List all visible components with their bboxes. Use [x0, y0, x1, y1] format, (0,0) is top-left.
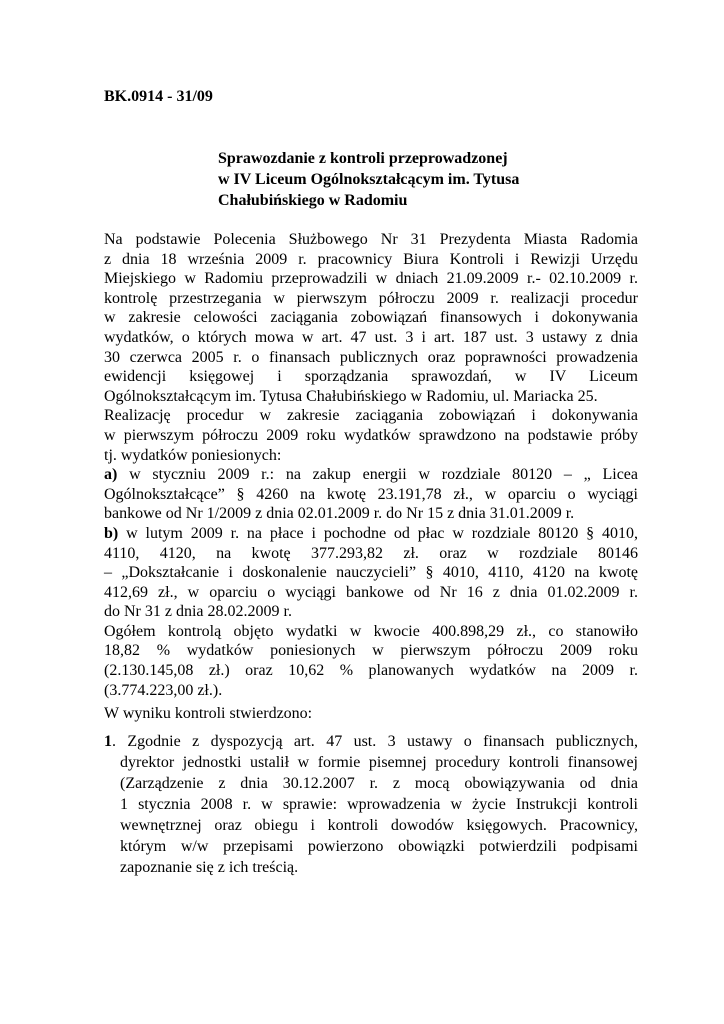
- text-line: do Nr 31 z dnia 28.02.2009 r.: [104, 603, 292, 621]
- title-line-2: w IV Liceum Ogólnokształcącym im. Tytusa: [218, 171, 520, 188]
- text-line: 1 stycznia 2008 r. w sprawie: wprowadzenia w życie Instrukcji kontroli: [120, 796, 638, 813]
- document-body: [104, 230, 638, 700]
- paragraph-total: [104, 622, 638, 700]
- document-title: [218, 148, 519, 211]
- text-line: z dnia 18 września 2009 r. pracownicy Biura Kontroli i Rewizji Urzędu: [104, 250, 638, 268]
- text-line: (3.774.223,00 zł.).: [104, 681, 223, 699]
- text-line: w zakresie celowości zaciągania zobowiązań finansowych i dokonywania: [104, 309, 638, 327]
- document-reference-number: BK.0914 - 31/09: [104, 88, 213, 105]
- text-line: (Zarządzenie z dnia 30.12.2007 r. z mocą obowiązywania od dnia: [120, 775, 638, 792]
- item-b: [104, 524, 638, 622]
- finding-1-line-1: . Zgodnie z dyspozycją art. 47 ust. 3 ustawy o finansach publicznych,: [112, 733, 638, 750]
- text-line: 30 czerwca 2005 r. o finansach publicznych oraz poprawności prowadzenia: [104, 348, 638, 366]
- text-line: wewnętrznej oraz obiegu i kontroli dowodów księgowych. Pracownicy,: [120, 817, 638, 834]
- item-a-marker: a): [104, 466, 118, 484]
- text-line: 18,82 % wydatków poniesionych w pierwszym półroczu 2009 roku: [104, 642, 638, 660]
- title-line-3: Chałubińskiego w Radomiu: [218, 192, 408, 209]
- text-line: bankowe od Nr 1/2009 z dnia 02.01.2009 r. do Nr 15 z dnia 31.01.2009 r.: [104, 505, 575, 523]
- item-a-line-1: w styczniu 2009 r.: na zakup energii w rozdziale 80120 – „ Licea: [129, 466, 638, 484]
- finding-1: [104, 731, 638, 878]
- text-line: 412,69 zł., w oparciu o wyciągi bankowe od Nr 16 z dnia 01.02.2009 r.: [104, 583, 638, 601]
- title-line-1: Sprawozdanie z kontroli przeprowadzonej: [218, 150, 508, 167]
- text-line: dyrektor jednostki ustalił w formie pisemnej procedury kontroli finansowej: [120, 754, 638, 771]
- text-line: Ogólnokształcącym im. Tytusa Chałubińskiego w Radomiu, ul. Mariacka 25.: [104, 387, 598, 405]
- text-line: Realizację procedur w zakresie zaciągania zobowiązań i dokonywania: [104, 407, 638, 425]
- text-line: Ogółem kontrolą objęto wydatki w kwocie 400.898,29 zł., co stanowiło: [104, 622, 638, 640]
- text-line: Na podstawie Polecenia Służbowego Nr 31 Prezydenta Miasta Radomia: [104, 231, 638, 248]
- item-b-line-1: w lutym 2009 r. na płace i pochodne od płac w rozdziale 80120 § 4010,: [126, 524, 638, 542]
- text-line: [104, 465, 638, 485]
- text-line: Ogólnokształcące” § 4260 na kwotę 23.191,78 zł., w oparciu o wyciągi: [104, 485, 638, 503]
- text-line: 4110, 4120, na kwotę 377.293,82 zł. oraz w rozdziale 80146: [104, 544, 638, 562]
- item-b-marker: b): [104, 524, 119, 542]
- text-line: wydatków, o których mowa w art. 47 ust. 3 i art. 187 ust. 3 ustawy z dnia: [104, 328, 638, 346]
- text-line: [104, 731, 638, 752]
- finding-1-number: 1: [104, 733, 112, 750]
- text-line: ewidencji księgowej i sporządzania sprawozdań, w IV Liceum: [104, 368, 638, 386]
- text-line: zapoznanie się z ich treścią.: [120, 859, 299, 876]
- text-line: w pierwszym półroczu 2009 roku wydatków sprawdzono na podstawie próby: [104, 426, 638, 444]
- text-line: [104, 524, 638, 544]
- item-a: [104, 465, 638, 524]
- paragraph-basis: [104, 230, 638, 406]
- text-line: kontrolę przestrzegania w pierwszym półroczu 2009 r. realizacji procedur: [104, 289, 638, 307]
- text-line: Miejskiego w Radomiu przeprowadzili w dniach 21.09.2009 r.- 02.10.2009 r.: [104, 270, 638, 288]
- paragraph-sample: [104, 406, 638, 465]
- conclusion-intro: W wyniku kontroli stwierdzono:: [104, 705, 313, 722]
- text-line: – „Dokształcanie i doskonalenie nauczycieli” § 4010, 4110, 4120 na kwotę: [104, 564, 638, 582]
- text-line: (2.130.145,08 zł.) oraz 10,62 % planowanych wydatków na 2009 r.: [104, 662, 638, 680]
- text-line: tj. wydatków poniesionych:: [104, 446, 282, 464]
- text-line: którym w/w przepisami powierzono obowiązki potwierdzili podpisami: [120, 838, 638, 855]
